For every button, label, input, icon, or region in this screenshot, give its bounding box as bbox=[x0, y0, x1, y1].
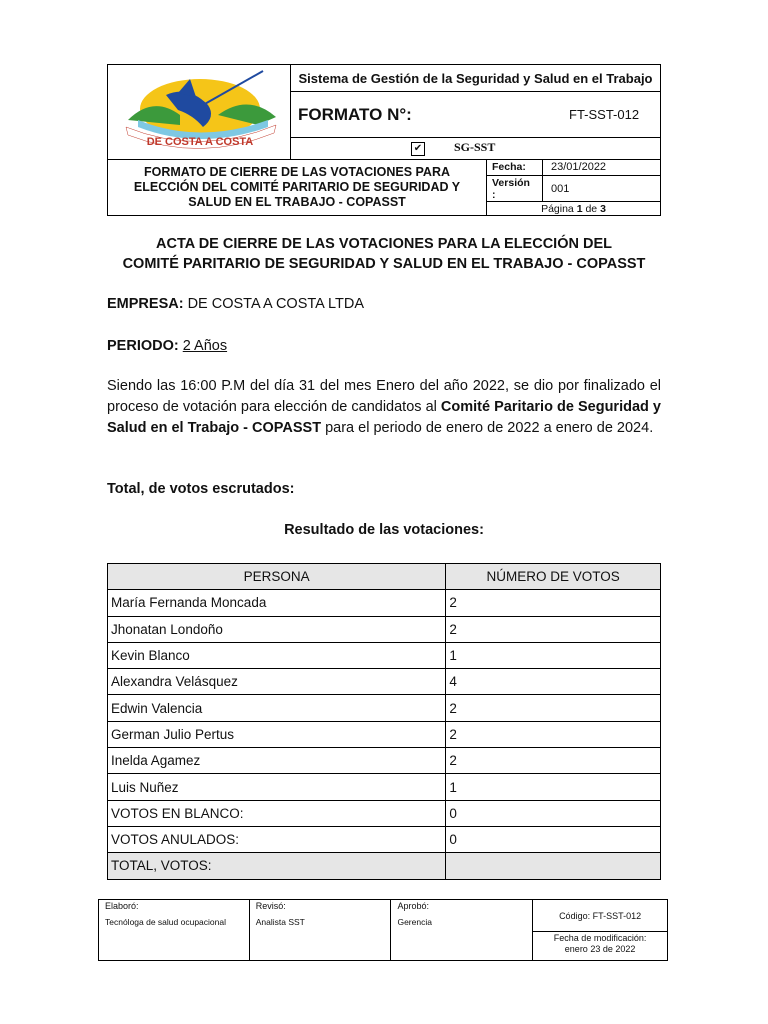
approval-footer bbox=[98, 899, 668, 961]
meta-divider bbox=[542, 159, 543, 201]
table-row bbox=[108, 616, 661, 642]
votes-cell: 0 bbox=[446, 826, 661, 852]
results-title: Resultado de las votaciones: bbox=[284, 522, 484, 538]
table-row bbox=[108, 826, 661, 852]
sg-sst-cell bbox=[291, 138, 660, 159]
doc-type-line: SALUD EN EL TRABAJO - COPASST bbox=[188, 195, 406, 209]
table-row bbox=[108, 642, 661, 668]
doc-type-line: ELECCIÓN DEL COMITÉ PARITARIO DE SEGURIDAD Y bbox=[133, 180, 461, 194]
results-table bbox=[107, 563, 661, 880]
votes-cell: 2 bbox=[446, 748, 661, 774]
table-row bbox=[108, 774, 661, 800]
person-cell: German Julio Pertus bbox=[108, 721, 446, 747]
company-logo bbox=[108, 65, 291, 159]
person-cell: VOTOS ANULADOS: bbox=[108, 826, 446, 852]
version-value: 001 bbox=[551, 183, 570, 195]
table-header-row bbox=[108, 564, 661, 590]
doc-type-title bbox=[108, 159, 487, 216]
column-header: PERSONA bbox=[108, 564, 446, 590]
elaboro-cell: Elaboró: Tecnóloga de salud ocupacional bbox=[99, 900, 250, 961]
version-label: Versión : bbox=[492, 177, 530, 201]
total-votes-label: Total, de votos escrutados: bbox=[107, 481, 295, 497]
table-row bbox=[108, 721, 661, 747]
reviso-cell: Revisó: Analista SST bbox=[249, 900, 391, 961]
person-cell: Kevin Blanco bbox=[108, 642, 446, 668]
marlin-fish-logo-icon bbox=[108, 65, 291, 159]
format-code: FT-SST-012 bbox=[569, 107, 640, 122]
table-row bbox=[108, 853, 661, 879]
person-cell: Inelda Agamez bbox=[108, 748, 446, 774]
votes-cell bbox=[446, 853, 661, 879]
votes-cell: 1 bbox=[446, 774, 661, 800]
fecha-value: 23/01/2022 bbox=[551, 161, 607, 173]
checkbox-checked-icon: ✔ bbox=[411, 142, 425, 156]
system-title: Sistema de Gestión de la Seguridad y Salud en el Trabajo bbox=[291, 65, 660, 92]
empresa-label: EMPRESA: bbox=[107, 296, 184, 312]
person-cell: Alexandra Velásquez bbox=[108, 669, 446, 695]
periodo-value: 2 Años bbox=[182, 338, 228, 354]
person-cell: Edwin Valencia bbox=[108, 695, 446, 721]
page-number: Página 1 de 3 bbox=[541, 203, 606, 215]
version-row bbox=[487, 176, 660, 202]
empresa-line bbox=[107, 296, 364, 312]
table-row bbox=[108, 669, 661, 695]
table-row bbox=[108, 800, 661, 826]
person-cell: María Fernanda Moncada bbox=[108, 590, 446, 616]
votes-cell: 2 bbox=[446, 695, 661, 721]
table-row bbox=[108, 748, 661, 774]
person-cell: TOTAL, VOTOS: bbox=[108, 853, 446, 879]
document-title: ACTA DE CIERRE DE LAS VOTACIONES PARA LA ELECCIÓN DEL COMITÉ PARITARIO DE SEGURIDAD Y SALUD EN EL TRABAJO - COPASST bbox=[122, 236, 646, 272]
periodo-label: PERIODO: bbox=[107, 338, 179, 354]
votes-cell: 2 bbox=[446, 721, 661, 747]
votes-cell: 4 bbox=[446, 669, 661, 695]
person-cell: Jhonatan Londoño bbox=[108, 616, 446, 642]
aprobo-cell: Aprobó: Gerencia bbox=[391, 900, 533, 961]
votes-cell: 0 bbox=[446, 800, 661, 826]
fecha-modificacion-cell: Fecha de modificación: enero 23 de 2022 bbox=[533, 932, 668, 961]
document-header bbox=[107, 64, 661, 216]
svg-text:DE COSTA A COSTA: DE COSTA A COSTA bbox=[146, 136, 254, 148]
table-row bbox=[108, 590, 661, 616]
fecha-label: Fecha: bbox=[492, 161, 526, 173]
person-cell: Luis Nuñez bbox=[108, 774, 446, 800]
meta-cells bbox=[487, 159, 660, 216]
format-cell bbox=[291, 92, 660, 138]
table-row bbox=[108, 695, 661, 721]
format-label: FORMATO N°: bbox=[298, 105, 412, 124]
periodo-line bbox=[107, 338, 227, 354]
votes-cell: 1 bbox=[446, 642, 661, 668]
sg-sst-label: SG-SST bbox=[454, 140, 496, 154]
person-cell: VOTOS EN BLANCO: bbox=[108, 800, 446, 826]
column-header: NÚMERO DE VOTOS bbox=[446, 564, 661, 590]
codigo-cell: Código: FT-SST-012 bbox=[533, 900, 668, 932]
votes-cell: 2 bbox=[446, 616, 661, 642]
doc-type-line: FORMATO DE CIERRE DE LAS VOTACIONES PARA bbox=[143, 165, 451, 179]
fecha-row bbox=[487, 160, 660, 176]
closing-paragraph: Siendo las 16:00 P.M del día 31 del mes Enero del año 2022, se dio por finalizado el proceso de votación para elección de candidatos al Comité Paritario de Seguridad y Salud en el Trabajo - COPASST para el periodo de enero de 2022 a enero de 2024. bbox=[107, 378, 661, 436]
votes-cell: 2 bbox=[446, 590, 661, 616]
empresa-value: DE COSTA A COSTA LTDA bbox=[187, 296, 365, 312]
